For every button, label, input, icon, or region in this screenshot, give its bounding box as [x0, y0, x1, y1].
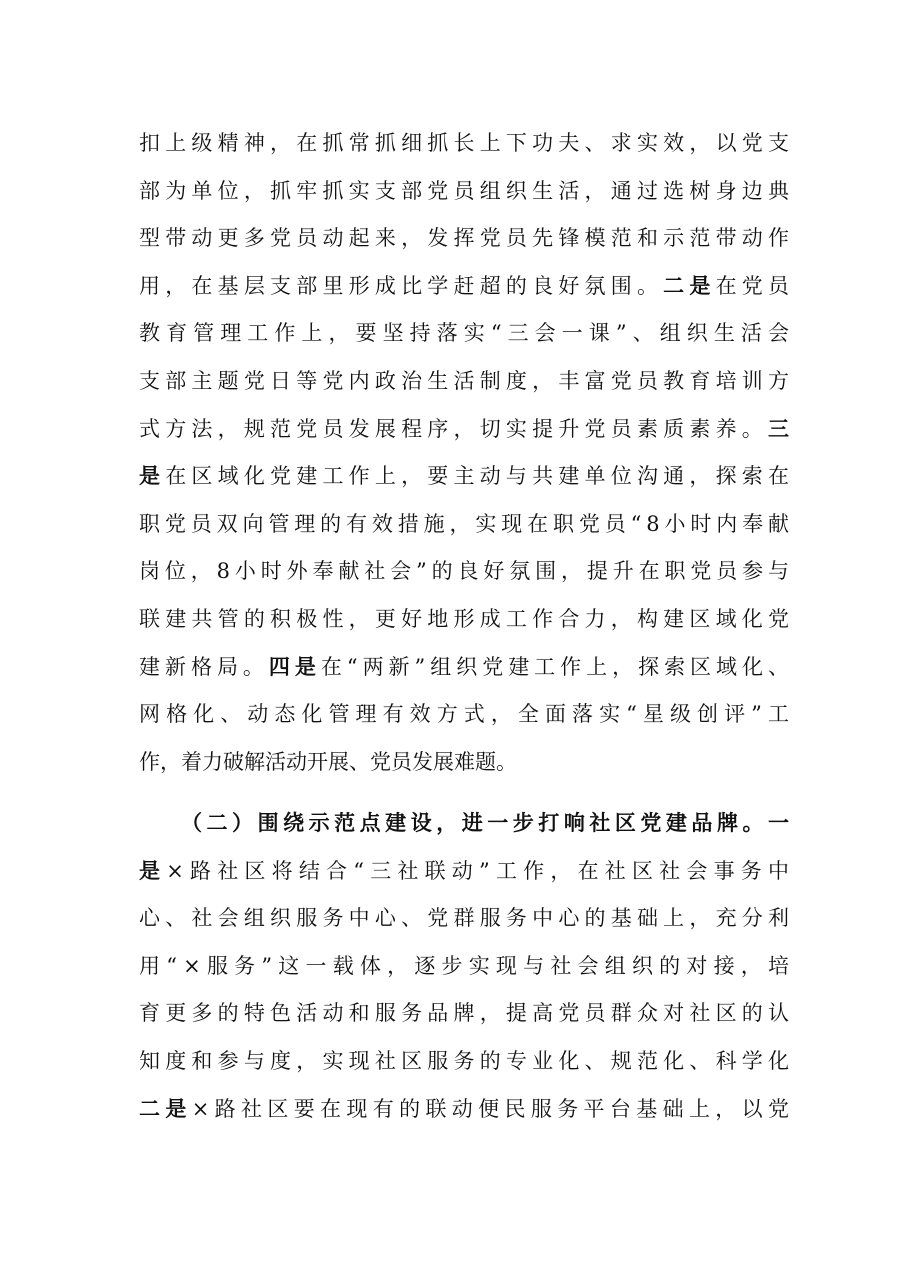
paragraph1-line	[139, 366, 794, 396]
paragraph1-line	[139, 747, 517, 777]
body-text: 职党员双向管理的有效措施，实现在职党员“8小时内奉献	[139, 511, 794, 536]
body-text: 支部主题党日等党内政治生活制度，丰富党员教育培训方	[139, 369, 795, 393]
bold-text: 是	[139, 857, 167, 883]
body-text: ×路社区要在现有的联动便民服务平台基础上，以党	[191, 1096, 795, 1121]
paragraph2-line	[139, 1094, 794, 1124]
paragraph1-line	[139, 509, 794, 539]
body-text: ×路社区将结合“三社联动”工作，在社区社会事务中	[166, 858, 796, 883]
body-text: 心、社会组织服务中心、党群服务中心的基础上，充分利	[139, 906, 795, 931]
paragraph1-line	[139, 604, 794, 634]
bold-text: 是	[139, 463, 166, 489]
paragraph1-line	[139, 271, 794, 301]
paragraph2-line	[139, 903, 794, 933]
body-text: 作，着力破解活动开展、党员发展难题。	[139, 749, 517, 774]
bold-text: 四是	[268, 653, 321, 679]
body-text: 岗位，8小时外奉献社会”的良好氛围，提升在职党员参与	[139, 559, 794, 584]
body-text: 用，在基层支部里形成比学赶超的良好氛围。	[139, 273, 664, 298]
body-text: 部为单位，抓牢抓实支部党员组织生活，通过选树身边典	[139, 178, 795, 203]
paragraph2-line	[139, 1046, 794, 1076]
body-text: 型带动更多党员动起来，发挥党员先锋模范和示范带动作	[139, 226, 795, 251]
bold-text: （二）围绕示范点建设，进一步打响社区党建品牌。一	[181, 810, 794, 835]
paragraph2-line	[139, 856, 795, 886]
body-text: 网格化、动态化管理有效方式，全面落实“星级创评”工	[139, 702, 796, 727]
body-text: 育更多的特色活动和服务品牌，提高党员群众对社区的认	[139, 1001, 795, 1026]
body-text: 在党员	[715, 273, 795, 298]
bold-text: 二是	[663, 272, 716, 298]
paragraph1-line	[139, 176, 794, 206]
paragraph1-line	[139, 223, 794, 253]
body-text: 扣上级精神，在抓常抓细抓长上下功夫、求实效，以党支	[139, 131, 795, 155]
body-text: 在区域化党建工作上，要主动与共建单位沟通，探索在	[165, 464, 795, 489]
body-text: 式方法，规范党员发展程序，切实提升党员素质素养。	[139, 416, 768, 441]
bold-text: 二是	[139, 1095, 192, 1121]
paragraph1-line	[139, 556, 794, 586]
paragraph1-line	[139, 318, 795, 348]
body-text: 建新格局。	[139, 654, 269, 679]
body-text: 在“两新”组织党建工作上，探索区域化、	[320, 654, 794, 679]
paragraph1-line	[139, 414, 794, 444]
body-text: 用“×服务”这一载体，逐步实现与社会组织的对接，培	[139, 953, 796, 978]
paragraph1-line	[139, 128, 794, 158]
body-text: 知度和参与度，实现社区服务的专业化、规范化、科学化	[139, 1049, 795, 1073]
bold-text: 三	[768, 415, 795, 441]
paragraph1-line	[139, 461, 794, 491]
paragraph1-line	[139, 699, 795, 729]
paragraph1-line	[139, 652, 794, 682]
body-text: 教育管理工作上，要坚持落实“三会一课”、组织生活会	[139, 321, 796, 346]
paragraph2-line	[139, 998, 794, 1028]
paragraph2-line	[139, 951, 795, 981]
body-text: 联建共管的积极性，更好地形成工作合力，构建区域化党	[139, 607, 795, 631]
paragraph2-line	[181, 808, 794, 838]
